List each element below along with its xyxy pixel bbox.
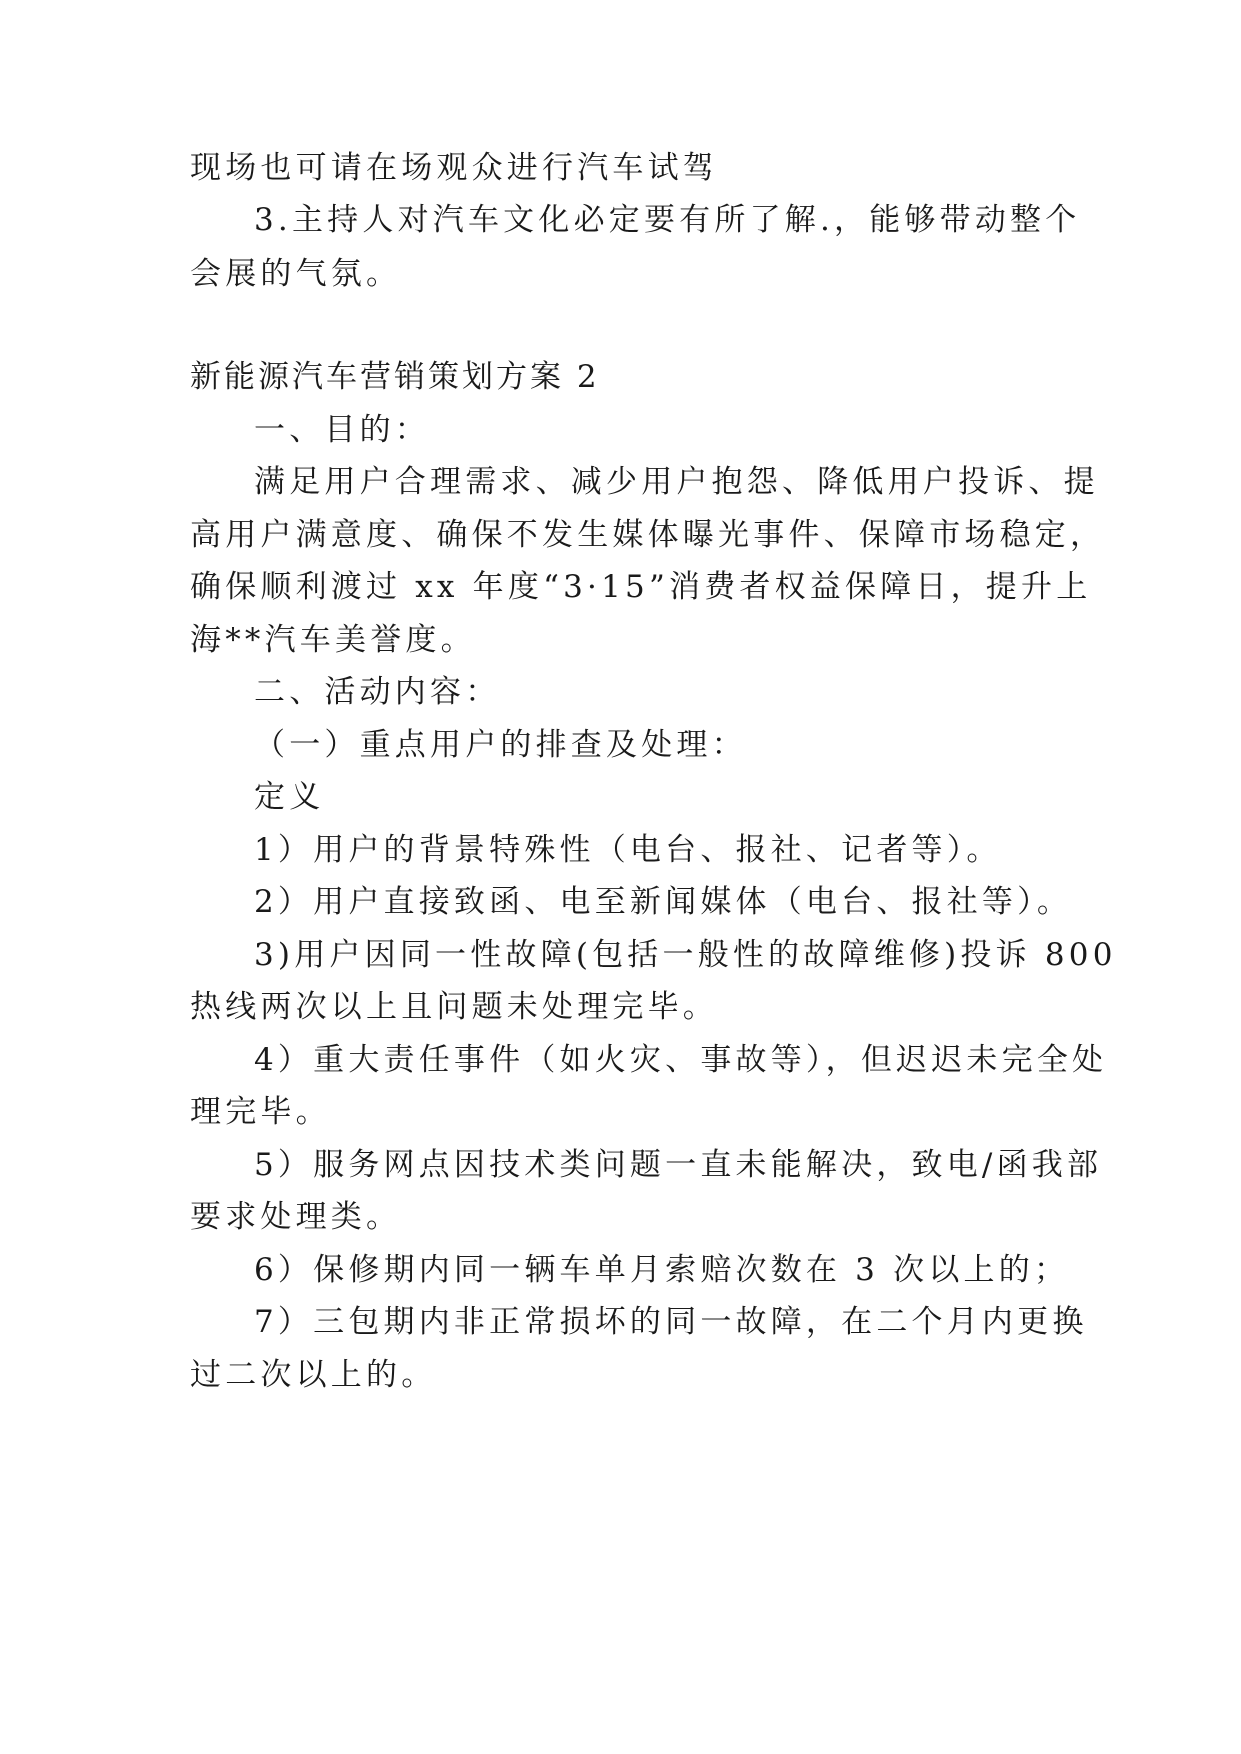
body-line: 确保顺利渡过 xx 年度“3·15”消费者权益保障日，提升上 (190, 569, 1092, 605)
section-heading: 新能源汽车营销策划方案 2 (190, 359, 600, 395)
body-line: 海**汽车美誉度。 (190, 622, 476, 658)
list-item: 7）三包期内非正常损坏的同一故障，在二个月内更换 (254, 1304, 1088, 1340)
list-item: 1）用户的背景特殊性（电台、报社、记者等）。 (254, 832, 1002, 868)
list-item: 3)用户因同一性故障(包括一般性的故障维修)投诉 800 (254, 937, 1117, 973)
body-line: 会展的气氛。 (190, 256, 402, 292)
section-heading: 一、目的： (254, 412, 430, 448)
body-line: 现场也可请在场观众进行汽车试驾 (190, 150, 718, 186)
list-item: 6）保修期内同一辆车单月索赔次数在 3 次以上的； (254, 1252, 1070, 1288)
list-item: 5）服务网点因技术类问题一直未能解决，致电/函我部 (254, 1147, 1103, 1183)
body-line: 定义 (254, 779, 325, 815)
list-item-continuation: 理完毕。 (190, 1094, 331, 1130)
subsection-heading: （一）重点用户的排查及处理： (254, 727, 747, 763)
body-line: 满足用户合理需求、减少用户抱怨、降低用户投诉、提 (254, 464, 1099, 500)
list-item-continuation: 过二次以上的。 (190, 1357, 437, 1393)
body-line: 高用户满意度、确保不发生媒体曝光事件、保障市场稳定， (190, 517, 1106, 553)
list-item-continuation: 要求处理类。 (190, 1199, 402, 1235)
body-line: 3.主持人对汽车文化必定要有所了解.，能够带动整个 (254, 202, 1081, 238)
list-item: 2）用户直接致函、电至新闻媒体（电台、报社等）。 (254, 884, 1073, 920)
list-item-continuation: 热线两次以上且问题未处理完毕。 (190, 989, 718, 1025)
list-item: 4）重大责任事件（如火灾、事故等），但迟迟未完全处 (254, 1042, 1108, 1078)
section-heading: 二、活动内容： (254, 674, 501, 710)
